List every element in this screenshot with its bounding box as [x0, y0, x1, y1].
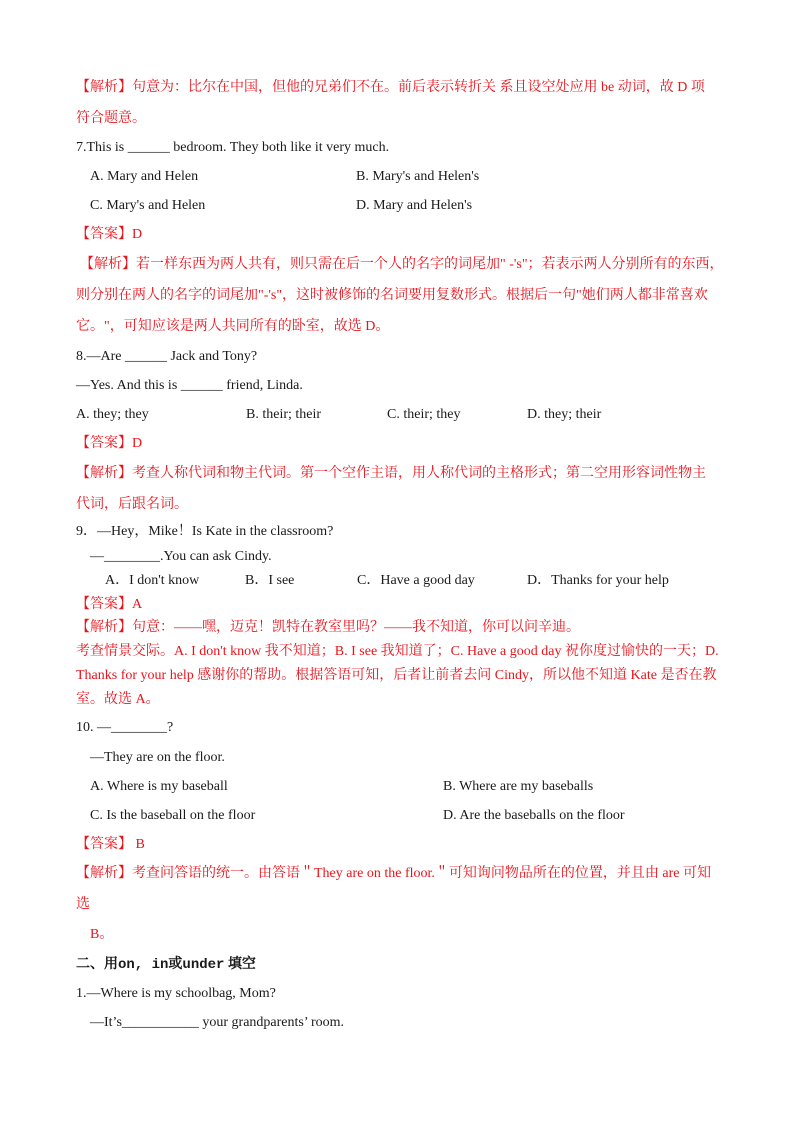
q10-option-c: C. Is the baseball on the floor	[90, 808, 256, 823]
q9-analysis-line3: Thanks for your help 感谢你的帮助。根据答语可知，后者让前者去问 Cindy，所以他不知道 Kate 是否在教	[76, 668, 717, 683]
q8-option-c: C. their; they	[387, 407, 461, 422]
q7-answer: 【答案】D	[76, 227, 143, 242]
q8-option-a: A. they; they	[76, 407, 149, 422]
q6-analysis-line2: 符合题意。	[76, 111, 146, 126]
q8-stem: 8.—Are ______ Jack and Tony?	[76, 349, 258, 364]
s2q1-stem: 1.—Where is my schoolbag, Mom?	[76, 986, 276, 1001]
q9-analysis-line2: 考查情景交际。A. I don't know 我不知道；B. I see 我知道了；C. Have a good day 祝你度过愉快的一天；D.	[76, 644, 719, 659]
q9-option-b: B．I see	[245, 573, 295, 588]
q10-analysis-line2: 选	[76, 897, 90, 912]
q10-answer: 【答案】 B	[76, 837, 145, 852]
s2q1-reply: —It’s___________ your grandparents’ room.	[90, 1015, 345, 1030]
q8-answer: 【答案】D	[76, 436, 143, 451]
q7-analysis-line2: 则分别在两人的名字的词尾加"-'s"，这时被修饰的名词要用复数形式。根据后一句"她们两人都非常喜欢	[76, 288, 708, 303]
q9-analysis-line1: 【解析】句意：——嘿，迈克！凯特在教室里吗？——我不知道，你可以问辛迪。	[76, 620, 580, 635]
section2-heading-code2: under	[182, 957, 225, 973]
q9-option-d: D．Thanks for your help	[527, 573, 669, 588]
q10-option-b: B. Where are my baseballs	[443, 779, 594, 794]
q7-option-b: B. Mary's and Helen's	[356, 169, 480, 184]
q7-stem: 7.This is ______ bedroom. They both like it very much.	[76, 140, 390, 155]
q7-analysis-line3: 它。"，可知应该是两人共同所有的卧室，故选 D。	[76, 319, 390, 334]
q9-stem: 9．—Hey，Mike！Is Kate in the classroom?	[76, 524, 334, 539]
q8-option-d: D. they; their	[527, 407, 602, 422]
q10-stem: 10. —________?	[76, 720, 174, 735]
q9-analysis-line4: 室。故选 A。	[76, 692, 160, 707]
q7-option-a: A. Mary and Helen	[90, 169, 199, 184]
section2-heading-prefix: 二、用	[76, 957, 118, 972]
q6-analysis-line1: 【解析】句意为：比尔在中国，但他的兄弟们不在。前后表示转折关 系且设空处应用 be 动词，故 D 项	[76, 80, 705, 95]
q9-reply: —________.You can ask Cindy.	[90, 549, 272, 564]
section2-heading	[76, 956, 256, 974]
q10-option-a: A. Where is my baseball	[90, 779, 228, 794]
q8-option-b: B. their; their	[246, 407, 322, 422]
q10-option-d: D. Are the baseballs on the floor	[443, 808, 625, 823]
q10-analysis-line3: B。	[90, 927, 114, 942]
section2-heading-or: 或	[168, 957, 183, 972]
q8-analysis-line1: 【解析】考查人称代词和物主代词。第一个空作主语，用人称代词的主格形式；第二空用形容词性物主	[76, 466, 706, 481]
q9-option-c: C．Have a good day	[357, 573, 475, 588]
section2-heading-suffix: 填空	[227, 957, 256, 972]
q8-analysis-line2: 代词，后跟名词。	[76, 497, 188, 512]
q7-option-c: C. Mary's and Helen	[90, 198, 206, 213]
section2-heading-code: on, in	[118, 957, 169, 973]
q9-option-a: A．I don't know	[105, 573, 200, 588]
q7-analysis-line1: 【解析】若一样东西为两人共有，则只需在后一个人的名字的词尾加" -'s"；若表示两人分别所有的东西，	[80, 257, 724, 272]
q7-option-d: D. Mary and Helen's	[356, 198, 473, 213]
q10-analysis-line1: 【解析】考查问答语的统一。由答语＂They are on the floor.＂可知询问物品所在的位置，并且由 are 可知	[76, 866, 711, 881]
q10-reply: —They are on the floor.	[90, 750, 225, 765]
q9-answer: 【答案】A	[76, 597, 143, 612]
q8-reply: —Yes. And this is ______ friend, Linda.	[76, 378, 303, 393]
